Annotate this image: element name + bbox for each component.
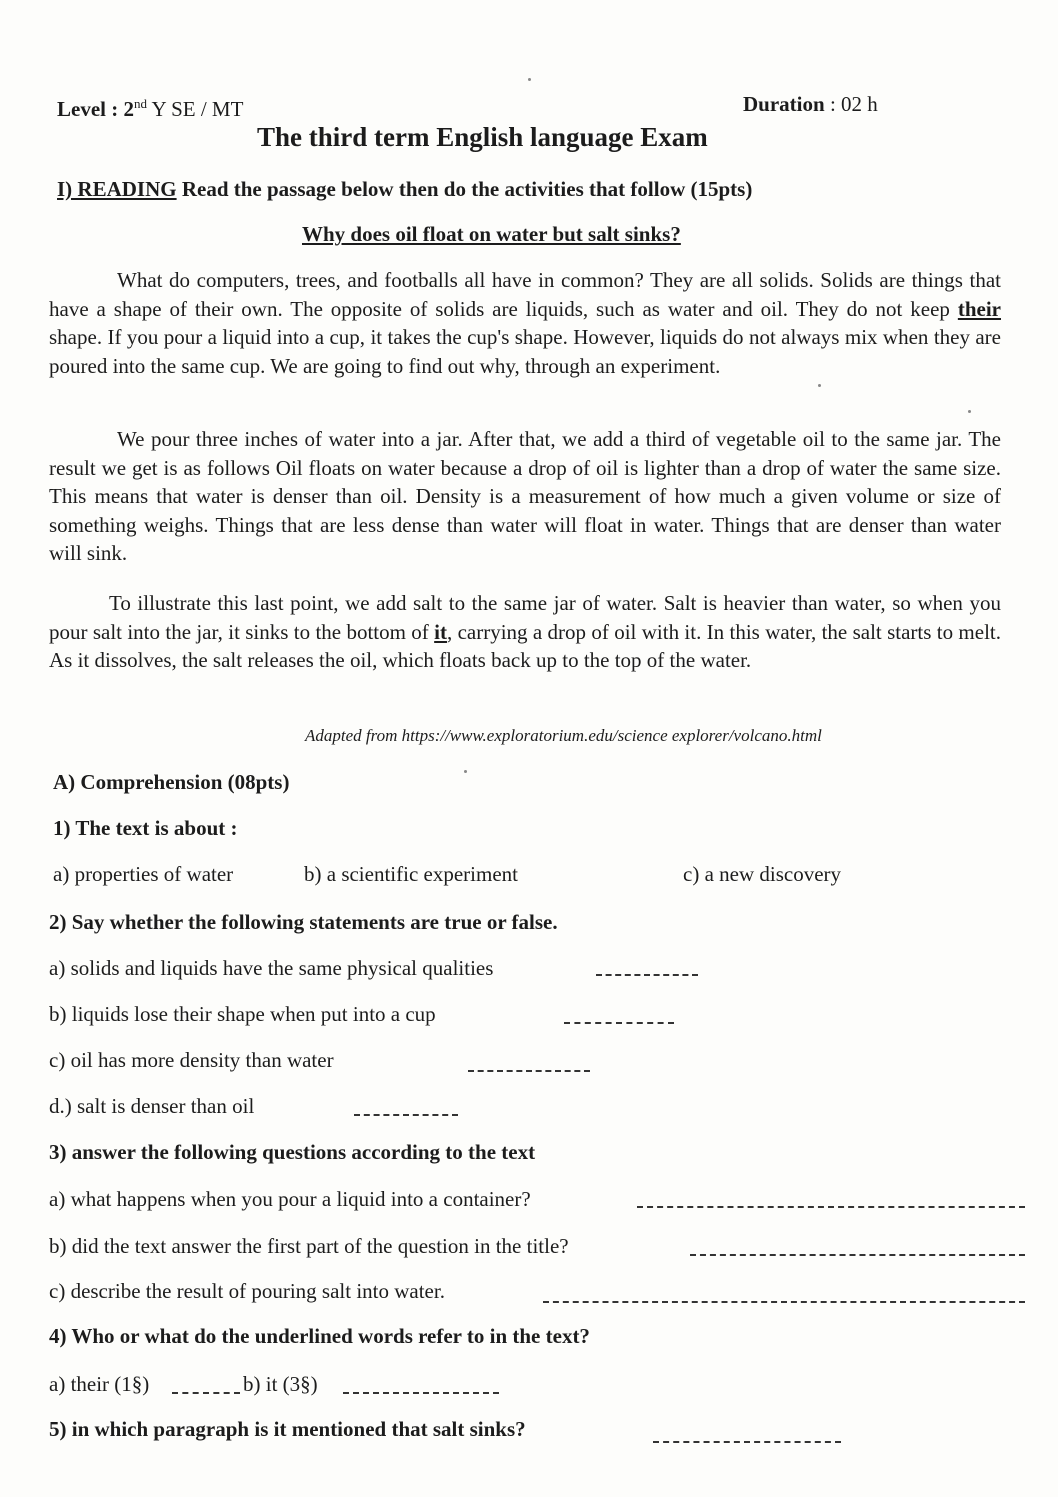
passage-title: Why does oil float on water but salt sinks? xyxy=(302,222,681,246)
underlined-word-it: it xyxy=(434,619,447,644)
scan-speck xyxy=(528,78,531,81)
q2-item-b: b) liquids lose their shape when put into a cup xyxy=(49,1002,436,1026)
q2-answer-blank-d[interactable] xyxy=(354,1114,458,1116)
q4-answer-blank-b[interactable] xyxy=(343,1392,499,1394)
q4-label: 4) Who or what do the underlined words refer to in the text? xyxy=(49,1324,590,1348)
q5-answer-blank[interactable] xyxy=(653,1441,841,1443)
level-prefix: Level : 2 xyxy=(57,97,134,121)
p1-text-a: What do computers, trees, and footballs all have in common? They are all solids. Solids are things that have a shape of their own. The opposite of solids are liquids, such as water and oil. They do not keep xyxy=(49,268,1001,321)
q4-item-a: a) their (1§) xyxy=(49,1372,150,1396)
reading-section-label: I) READING xyxy=(57,177,177,201)
passage-paragraph-3 xyxy=(49,589,1001,675)
p1-text-b: shape. If you pour a liquid into a cup, it takes the cup's shape. However, liquids do not always mix when they are poured into the same cup. We are going to find out why, through an experiment. xyxy=(49,325,1001,378)
q3-item-b: b) did the text answer the first part of the question in the title? xyxy=(49,1234,569,1258)
q1-label: 1) The text is about : xyxy=(53,816,238,840)
reading-instruction: Read the passage below then do the activities that follow (15pts) xyxy=(176,177,753,201)
q2-answer-blank-c[interactable] xyxy=(468,1070,590,1072)
q3-answer-blank-b[interactable] xyxy=(690,1254,1025,1256)
underlined-word-their: their xyxy=(957,296,1001,321)
q4-answer-blank-a[interactable] xyxy=(172,1392,240,1394)
duration-value: : 02 h xyxy=(824,92,878,116)
q2-item-d: d.) salt is denser than oil xyxy=(49,1094,255,1118)
q2-answer-blank-a[interactable] xyxy=(596,974,698,976)
passage-paragraph-1 xyxy=(49,266,1001,380)
q3-label: 3) answer the following questions according to the text xyxy=(49,1140,536,1164)
reading-heading xyxy=(57,177,752,202)
source-citation: Adapted from https://www.exploratorium.edu/science explorer/volcano.html xyxy=(305,726,822,745)
q3-answer-blank-c[interactable] xyxy=(543,1301,1025,1303)
p3-text-a: To illustrate this last point, we add salt to the same jar of water. Salt is heavier than water, so when you pour salt into the jar, it sinks to the bottom of xyxy=(49,591,1001,644)
q2-label: 2) Say whether the following statements are true or false. xyxy=(49,910,558,934)
q1-option-c[interactable]: c) a new discovery xyxy=(683,862,842,886)
q2-answer-blank-b[interactable] xyxy=(564,1022,674,1024)
scan-speck xyxy=(818,384,821,387)
level-label xyxy=(57,96,243,122)
level-sup: nd xyxy=(133,96,147,111)
exam-title: The third term English language Exam xyxy=(257,122,708,152)
duration-label xyxy=(743,92,878,117)
q5-label: 5) in which paragraph is it mentioned that salt sinks? xyxy=(49,1417,526,1441)
duration-key: Duration xyxy=(743,92,825,116)
q2-item-a: a) solids and liquids have the same physical qualities xyxy=(49,956,494,980)
level-suffix: Y SE / MT xyxy=(146,97,244,121)
q4-item-b: b) it (3§) xyxy=(243,1372,318,1396)
comprehension-heading: A) Comprehension (08pts) xyxy=(53,770,290,794)
q3-item-a: a) what happens when you pour a liquid into a container? xyxy=(49,1187,531,1211)
q1-option-a[interactable]: a) properties of water xyxy=(53,862,234,886)
scan-speck xyxy=(968,410,971,413)
q3-item-c: c) describe the result of pouring salt into water. xyxy=(49,1279,445,1303)
q3-answer-blank-a[interactable] xyxy=(637,1206,1025,1208)
q1-option-b[interactable]: b) a scientific experiment xyxy=(304,862,518,886)
passage-paragraph-2: We pour three inches of water into a jar. After that, we add a third of vegetable oil to the same jar. The result we get is as follows Oil floats on water because a drop of oil is lighter than a drop of water the same size. This means that water is denser than oil. Density is a measurement of how much a given volume or size of something weighs. Things that are less dense than water will float in water. Things that are denser than water will sink. xyxy=(49,427,1001,565)
p3-text-b: , carrying a drop of oil with it. In this water, the salt starts to melt. As it dissolves, the salt releases the oil, which floats back up to the top of the water. xyxy=(49,619,1002,672)
q2-item-c: c) oil has more density than water xyxy=(49,1048,334,1072)
scan-speck xyxy=(464,770,467,773)
